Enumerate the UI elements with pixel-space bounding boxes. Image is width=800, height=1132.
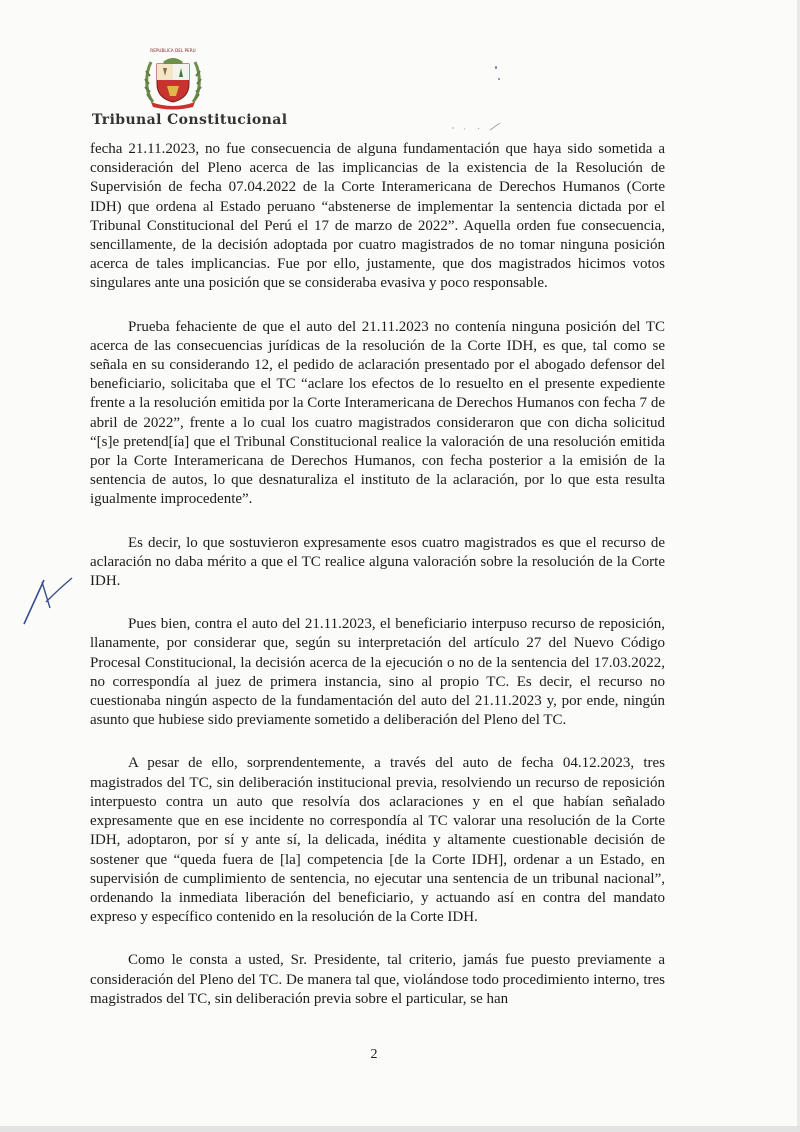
- scan-speck: [495, 66, 497, 69]
- scan-edge: [0, 1126, 800, 1132]
- paragraph: A pesar de ello, sorprendentemente, a través del auto de fecha 04.12.2023, tres magistrados del TC, sin deliberación institucional previa, resolviendo un recurso de reposición interpuesto contra un auto que resolvía dos aclaraciones y en el que habían señalado expresamente que en ese incidente no correspondía al TC valorar una resolución de la Corte IDH, adoptaron, por sí y ante sí, la delicada, inédita y altamente cuestionable decisión de sostener que “queda fuera de [la] competencia [de la Corte IDH], ordenar a un Estado, en supervisión de cumplimiento de sentencia, no ejecutar una sentencia de un tribunal nacional”, ordenando la inmediata liberación del beneficiario, y actuando así en contra del mandato expreso y específico contenido en la resolución de la Corte IDH.: [90, 755, 665, 926]
- paragraph: fecha 21.11.2023, no fue consecuencia de alguna fundamentación que haya sido sometida a consideración del Pleno acerca de las implicancias de la existencia de la Resolución de Supervisión de fecha 07.04.2022 de la Corte Interamericana de Derechos Humanos (Corte IDH) que ordena al Estado peruano “abstenerse de implementar la sentencia dictada por el Tribunal Constitucional del Perú el 17 de marzo de 2022”. Aquella orden fue consecuencia, sencillamente, de la decisión adoptada por cuatro magistrados de no tomar ninguna posición acerca de tales implicancias. Fue por ello, justamente, que dos magistrados hicimos votos singulares ante una posición que se consideraba evasiva y poco responsable.: [90, 141, 665, 292]
- svg-text:REPUBLICA DEL PERU: REPUBLICA DEL PERU: [150, 48, 196, 53]
- coat-of-arms-logo: [143, 44, 203, 110]
- paragraph: Es decir, lo que sostuvieron expresamente esos cuatro magistrados es que el recurso de aclaración no daba mérito a que el TC realice alguna valoración sobre la resolución de la Corte IDH.: [90, 534, 665, 590]
- letter-body: [90, 140, 665, 1033]
- institution-name: Tribunal Constitucional: [92, 112, 288, 128]
- paragraph: Prueba fehaciente de que el auto del 21.11.2023 no contenía ninguna posición del TC acerca de las consecuencias jurídicas de la resolución de la Corte IDH, es que, tal como se señala en su considerando 12, el pedido de aclaración presentado por el abogado defensor del beneficiario, solicitaba que el TC “aclare los efectos de lo resuelto en el presente expediente frente a la resolución emitida por la Corte Interamericana de Derechos Humanos con fecha 7 de abril de 2022”, frente a lo cual los cuatro magistrados consideraron que con dicha solicitud “[s]e pretend[ía] que el Tribunal Constitucional realice la valoración de una resolución emitida por la Corte Interamericana de Derechos Humanos, con fecha posterior a la emisión de la sentencia de autos, lo que desnaturaliza el instituto de la aclaración, por lo que esta resulta igualmente improcedente”.: [90, 318, 665, 508]
- paragraph: Como le consta a usted, Sr. Presidente, tal criterio, jamás fue puesto previamente a consideración del Pleno del TC. De manera tal que, violándose todo procedimiento interno, tres magistrados del TC, sin deliberación previa sobre el particular, se han: [90, 952, 665, 1007]
- handwritten-initial-signature: [20, 572, 82, 634]
- scan-speck: [498, 78, 500, 80]
- scan-marks: [450, 120, 506, 134]
- page-number: 2: [370, 1047, 378, 1062]
- paragraph: Pues bien, contra el auto del 21.11.2023, el beneficiario interpuso recurso de reposición, llanamente, por considerar que, según su interpretación del artículo 27 del Nuevo Código Procesal Constitucional, la decisión acerca de la ejecución o no de la sentencia del 17.03.2022, no correspondía al juez de primera instancia, sino al propio TC. Es decir, el recurso no cuestionaba ningún aspecto de la fundamentación del auto del 21.11.2023 y, por ende, ningún asunto que hubiese sido previamente sometido a deliberación del Pleno del TC.: [90, 616, 665, 729]
